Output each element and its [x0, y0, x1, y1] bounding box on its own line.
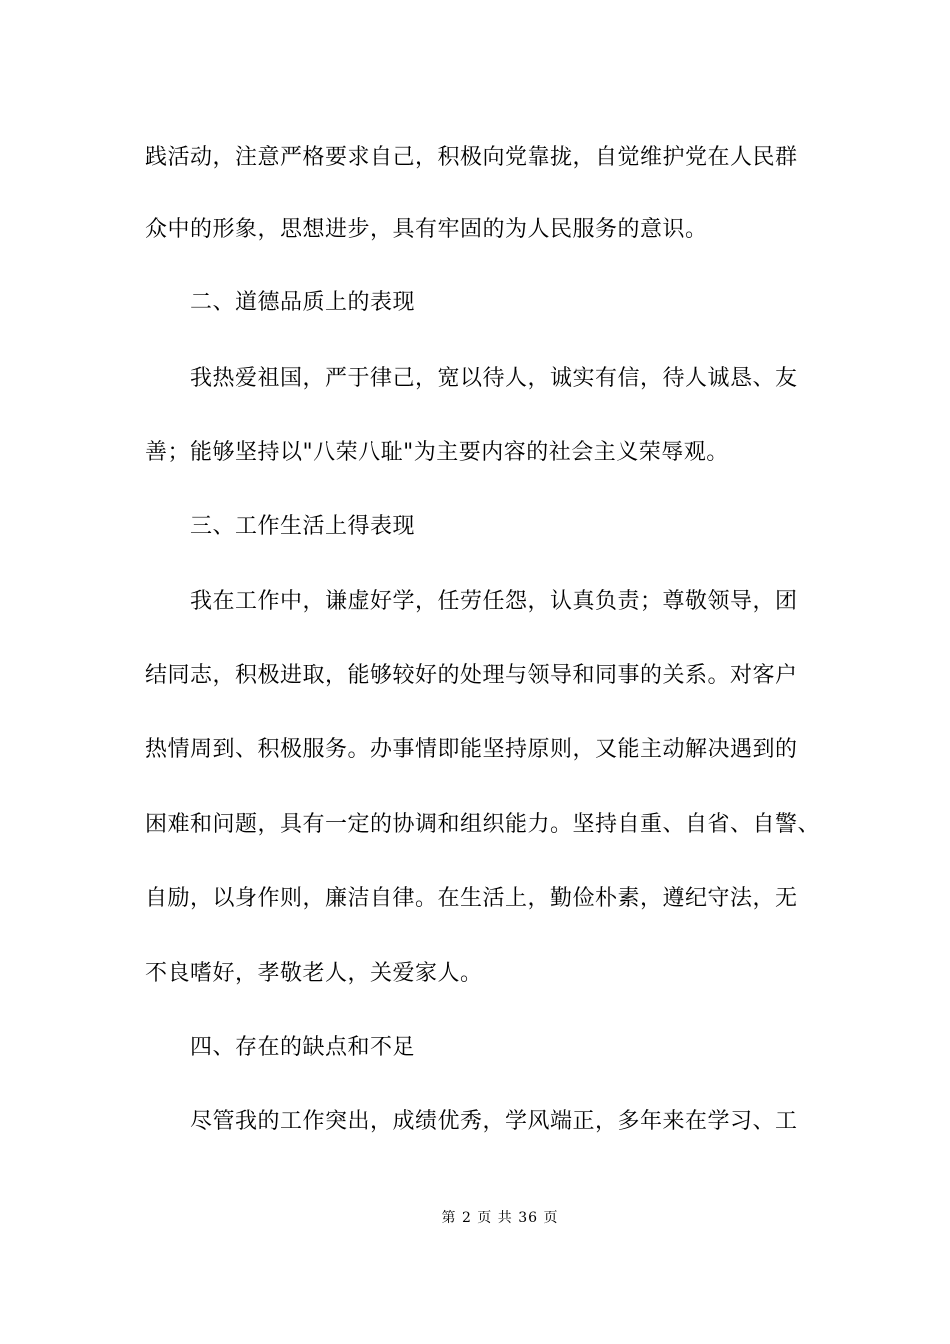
body-line: 善；能够坚持以"八荣八耻"为主要内容的社会主义荣辱观。 — [145, 440, 729, 465]
body-line: 结同志，积极进取，能够较好的处理与领导和同事的关系。对客户 — [145, 663, 798, 688]
body-line: 尽管我的工作突出，成绩优秀，学风端正，多年来在学习、工 — [190, 1109, 798, 1134]
section-heading: 三、工作生活上得表现 — [190, 514, 416, 539]
body-line: 我在工作中，谦虚好学，任劳任怨，认真负责；尊敬领导，团 — [190, 589, 798, 614]
body-line: 众中的形象，思想进步，具有牢固的为人民服务的意识。 — [145, 217, 708, 242]
body-line: 不良嗜好，孝敬老人，关爱家人。 — [145, 961, 483, 986]
body-line: 践活动，注意严格要求自己，积极向党靠拢，自觉维护党在人民群 — [145, 145, 798, 170]
body-line: 自励，以身作则，廉洁自律。在生活上，勤俭朴素，遵纪守法，无 — [145, 886, 798, 911]
body-line: 困难和问题，具有一定的协调和组织能力。坚持自重、自省、自警、 — [145, 812, 821, 837]
body-line: 我热爱祖国，严于律己，宽以待人，诚实有信，待人诚恳、友 — [190, 366, 798, 391]
body-line: 热情周到、积极服务。办事情即能坚持原则，又能主动解决遇到的 — [145, 737, 798, 762]
section-heading: 四、存在的缺点和不足 — [190, 1035, 416, 1060]
section-heading: 二、道德品质上的表现 — [190, 290, 416, 315]
page-number-footer: 第 2 页 共 36 页 — [441, 1210, 559, 1226]
